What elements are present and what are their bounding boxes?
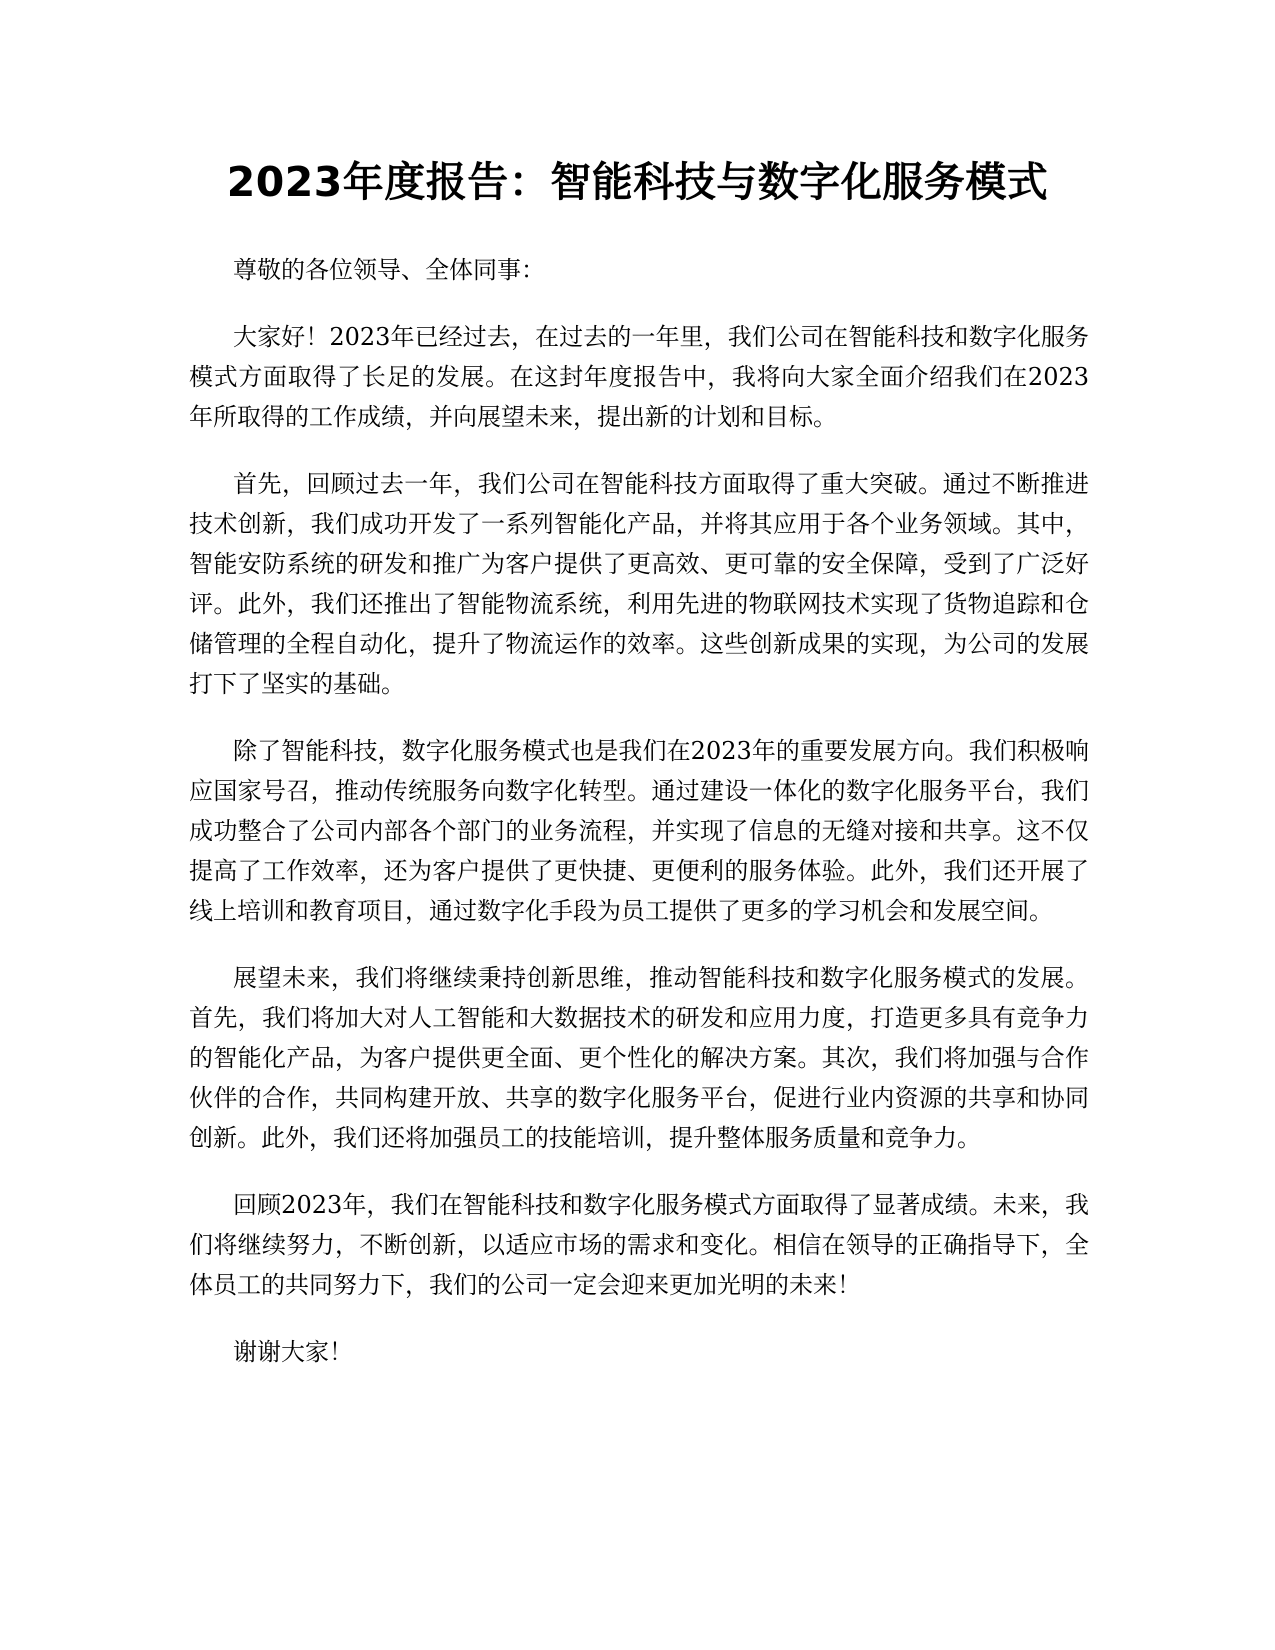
document-title: 2023年度报告：智能科技与数字化服务模式: [226, 158, 1049, 206]
intro-paragraph: 大家好！2023年已经过去，在过去的一年里，我们公司在智能科技和数字化服务模式方面取得了长足的发展。在这封年度报告中，我将向大家全面介绍我们在2023年所取得的工作成绩，并向展望未来，提出新的计划和目标。: [189, 323, 1089, 431]
closing-paragraph: 谢谢大家！: [233, 1338, 353, 1366]
salutation-paragraph: 尊敬的各位领导、全体同事：: [233, 256, 545, 284]
digital-service-paragraph: 除了智能科技，数字化服务模式也是我们在2023年的重要发展方向。我们积极响应国家号召，推动传统服务向数字化转型。通过建设一体化的数字化服务平台，我们成功整合了公司内部各个部门的业务流程，并实现了信息的无缝对接和共享。这不仅提高了工作效率，还为客户提供了更快捷、更便利的服务体验。此外，我们还开展了线上培训和教育项目，通过数字化手段为员工提供了更多的学习机会和发展空间。: [189, 737, 1089, 925]
tech-review-paragraph: 首先，回顾过去一年，我们公司在智能科技方面取得了重大突破。通过不断推进技术创新，我们成功开发了一系列智能化产品，并将其应用于各个业务领域。其中，智能安防系统的研发和推广为客户提供了更高效、更可靠的安全保障，受到了广泛好评。此外，我们还推出了智能物流系统，利用先进的物联网技术实现了货物追踪和仓储管理的全程自动化，提升了物流运作的效率。这些创新成果的实现，为公司的发展打下了坚实的基础。: [189, 470, 1089, 698]
document-body: [189, 250, 1089, 1399]
summary-paragraph: 回顾2023年，我们在智能科技和数字化服务模式方面取得了显著成绩。未来，我们将继续努力，不断创新，以适应市场的需求和变化。相信在领导的正确指导下，全体员工的共同努力下，我们的公司一定会迎来更加光明的未来！: [189, 1191, 1089, 1299]
outlook-paragraph: 展望未来，我们将继续秉持创新思维，推动智能科技和数字化服务模式的发展。首先，我们将加大对人工智能和大数据技术的研发和应用力度，打造更多具有竞争力的智能化产品，为客户提供更全面、更个性化的解决方案。其次，我们将加强与合作伙伴的合作，共同构建开放、共享的数字化服务平台，促进行业内资源的共享和协同创新。此外，我们还将加强员工的技能培训，提升整体服务质量和竞争力。: [189, 964, 1089, 1152]
